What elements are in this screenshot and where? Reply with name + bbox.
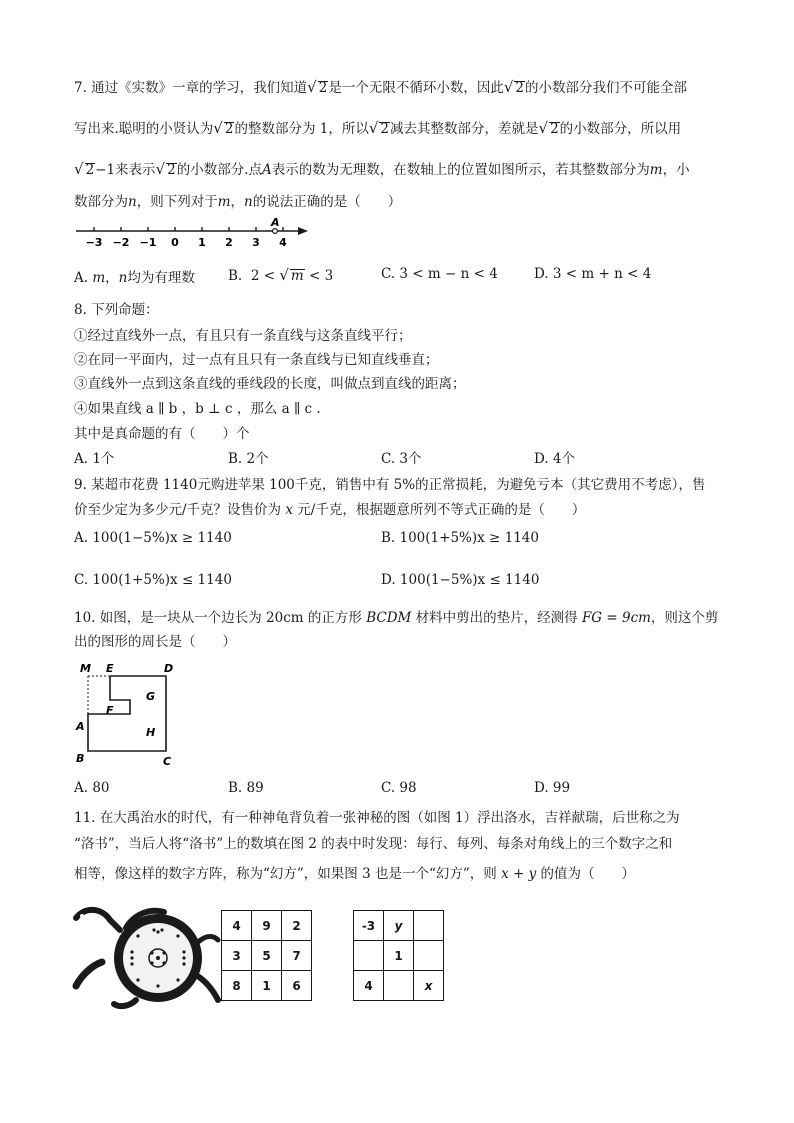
axis-tick-label: 1 (198, 236, 206, 249)
grid3-cell (414, 941, 444, 971)
grid3-cell (354, 941, 384, 971)
point-a-label: A (271, 216, 280, 229)
label-b: B (76, 752, 85, 765)
q9-line-2: 价至少定为多少元/千克？设售价为 x 元/千克，根据题意所列不等式正确的是（ ） (74, 502, 586, 518)
point-a-marker (273, 229, 278, 234)
grid3-cell (384, 971, 414, 1001)
q7-option-c: C. 3 < m − n < 4 (381, 266, 498, 282)
q7-line-4: 数部分为n，则下列对于m，n的说法正确的是（ ） (74, 194, 402, 210)
q8-statement-1: ①经过直线外一点，有且只有一条直线与这条直线平行； (74, 328, 412, 344)
q7-line-3: √ 2−1来表示√ 2的小数部分.点A表示的数为无理数，在数轴上的位置如图所示，若其整数部分为m，小 (74, 160, 690, 178)
q7-line-2: 写出来.聪明的小贤认为√ 2的整数部分为 1，所以√ 2减去其整数部分，差就是√ 2的小数部分，所以用 (74, 119, 682, 137)
grid2-cell: 8 (222, 971, 252, 1001)
q8-option-a: A. 1个 (74, 451, 115, 467)
q9-option-c: C. 100(1+5%)x ≤ 1140 (74, 572, 232, 588)
q8-statement-2: ②在同一平面内，过一点有且只有一条直线与已知直线垂直； (74, 352, 439, 368)
sqrt-symbol: √ (307, 78, 317, 96)
grid2-cell: 3 (222, 941, 252, 971)
turtle-back-leg-2 (114, 1000, 136, 1006)
magic-square-figure-2 (221, 910, 312, 1001)
grid3-cell: 1 (384, 941, 414, 971)
q10-figure (72, 658, 192, 770)
q8-statement-3: ③直线外一点到这条直线的垂线段的长度，叫做点到直线的距离； (74, 376, 466, 392)
axis-arrow (298, 227, 308, 235)
grid3-cell: -3 (354, 911, 384, 941)
grid2-cell: 7 (282, 941, 312, 971)
q9-line-1: 9. 某超市花费 1140元购进苹果 100千克，销售中有 5%的正常损耗，为避免亏本（其它费用不考虑），售 (74, 477, 706, 493)
grid2-cell: 5 (252, 941, 282, 971)
q10-option-a: A. 80 (74, 780, 110, 796)
q10-line-2: 出的图形的周长是（ ） (74, 634, 236, 650)
luoshu-turtle-illustration (72, 900, 222, 1012)
grid2-cell: 1 (252, 971, 282, 1001)
axis-tick-label: 3 (252, 236, 260, 249)
q8-statement-4: ④如果直线 a ∥ b ，b ⊥ c ，那么 a ∥ c . (74, 401, 321, 417)
grid3-cell (414, 911, 444, 941)
q7-option-b: B. 2 < √ m < 3 (228, 266, 334, 284)
magic-square-figure-3 (353, 910, 444, 1001)
q8-option-b: B. 2个 (228, 451, 269, 467)
grid2-cell: 6 (282, 971, 312, 1001)
turtle-head (76, 910, 120, 930)
label-a: A (76, 720, 85, 733)
q11-line-3: 相等，像这样的数字方阵，称为“幻方”，如果图 3 也是一个“幻方”，则 x + y 的值为（ ） (74, 866, 636, 882)
grid2-cell: 4 (222, 911, 252, 941)
axis-tick-label: −2 (112, 236, 130, 249)
grid2-cell: 9 (252, 911, 282, 941)
q8-option-d: D. 4个 (534, 451, 576, 467)
label-f: F (106, 704, 114, 717)
q10-option-c: C. 98 (381, 780, 417, 796)
q8-option-c: C. 3个 (381, 451, 422, 467)
q8-question: 其中是真命题的有（ ）个 (74, 426, 250, 442)
label-e: E (106, 662, 114, 675)
grid3-cell: x (414, 971, 444, 1001)
q11-line-2: “洛书”，当后人将“洛书”上的数填在图 2 的表中时发现：每行、每列、每条对角线上的三个数字之和 (74, 836, 673, 852)
q10-line-1: 10. 如图，是一块从一个边长为 20cm 的正方形 BCDM 材料中剪出的垫片，经测得 FG = 9cm，则这个剪 (74, 610, 719, 626)
q10-option-b: B. 89 (228, 780, 264, 796)
q9-option-a: A. 100(1−5%)x ≥ 1140 (74, 530, 232, 546)
label-g: G (146, 690, 156, 703)
q11-line-1: 11. 在大禹治水的时代，有一种神龟背负着一张神秘的图（如图 1）浮出洛水，吉祥献瑞，后世称之为 (74, 810, 680, 826)
axis-tick-label: −3 (85, 236, 103, 249)
label-c: C (163, 755, 172, 768)
label-h: H (146, 726, 156, 739)
turtle-back-leg (194, 974, 218, 1000)
number-line (72, 214, 312, 254)
q9-option-b: B. 100(1+5%)x ≥ 1140 (381, 530, 539, 546)
axis-tick-label: 4 (279, 236, 287, 249)
shape-outline (88, 676, 166, 751)
axis-tick-label: 2 (225, 236, 233, 249)
label-m: M (80, 662, 91, 675)
axis-tick-label: 0 (171, 236, 179, 249)
q10-option-d: D. 99 (534, 780, 571, 796)
q7-option-a: A. m，n均为有理数 (74, 270, 195, 286)
q7-line-1: 7. 通过《实数》一章的学习，我们知道√ 2是一个无限不循环小数，因此√ 2的小数部分我们不可能全部 (74, 78, 687, 96)
axis-tick-label: −1 (139, 236, 157, 249)
q7-option-d: D. 3 < m + n < 4 (534, 266, 652, 282)
grid3-cell: 4 (354, 971, 384, 1001)
q9-option-d: D. 100(1−5%)x ≤ 1140 (381, 572, 540, 588)
grid2-cell: 2 (282, 911, 312, 941)
turtle-front-leg (76, 962, 102, 986)
q8-title: 8. 下列命题： (74, 302, 159, 318)
grid3-cell: y (384, 911, 414, 941)
label-d: D (164, 662, 174, 675)
